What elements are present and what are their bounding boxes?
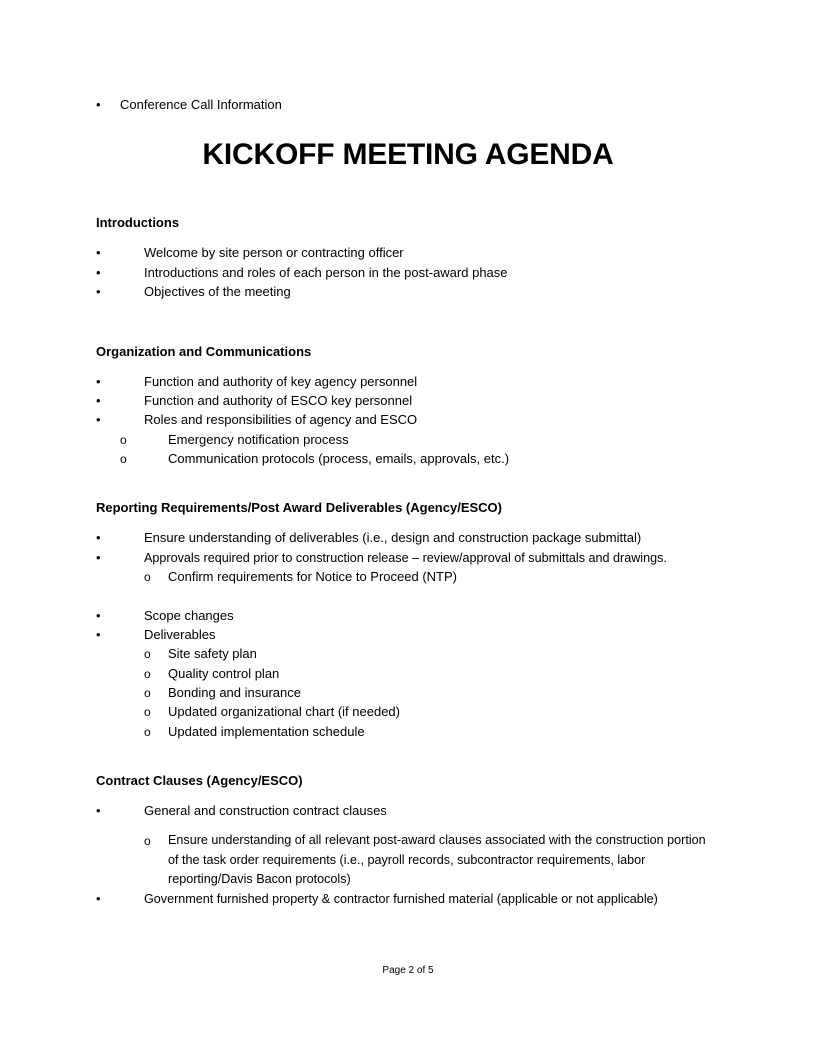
bullet-marker: •: [96, 284, 101, 299]
list-item: Function and authority of ESCO key personnel: [144, 393, 413, 408]
list-item: Welcome by site person or contracting officer: [144, 245, 404, 260]
conference-call-item: Conference Call Information: [120, 97, 282, 112]
subbullet-marker: o: [144, 725, 151, 739]
subbullet-marker: o: [144, 667, 151, 681]
bullet-marker: •: [96, 530, 101, 545]
subbullet-marker: o: [144, 834, 151, 848]
section-heading-reporting: Reporting Requirements/Post Award Deliverables (Agency/ESCO): [96, 500, 502, 515]
bullet-marker: •: [96, 550, 101, 565]
sub-list-item: Updated implementation schedule: [168, 724, 365, 739]
subbullet-marker: o: [144, 686, 151, 700]
list-item: Roles and responsibilities of agency and ESCO: [144, 412, 418, 427]
list-item: General and construction contract clauses: [144, 803, 387, 818]
bullet-marker: •: [96, 608, 101, 623]
section-heading-contract: Contract Clauses (Agency/ESCO): [96, 773, 303, 788]
subbullet-marker: o: [144, 705, 151, 719]
bullet-marker: •: [96, 97, 101, 112]
bullet-marker: •: [96, 393, 101, 408]
list-item: Introductions and roles of each person in the post-award phase: [144, 265, 508, 280]
list-item: Scope changes: [144, 608, 234, 623]
page-number: Page 2 of 5: [382, 965, 434, 976]
sub-list-item: Updated organizational chart (if needed): [168, 704, 400, 719]
bullet-marker: •: [96, 891, 101, 906]
list-item: Approvals required prior to construction release – review/approval of submittals and drawings.: [144, 551, 667, 565]
section-heading-organization: Organization and Communications: [96, 344, 312, 359]
subbullet-marker: o: [120, 433, 127, 447]
bullet-marker: •: [96, 803, 101, 818]
bullet-marker: •: [96, 374, 101, 389]
sub-list-item: Bonding and insurance: [168, 685, 301, 700]
list-item: Ensure understanding of deliverables (i.e., design and construction package submittal): [144, 530, 642, 545]
sub-list-item: Communication protocols (process, emails, approvals, etc.): [168, 451, 510, 466]
bullet-marker: •: [96, 245, 101, 260]
section-heading-introductions: Introductions: [96, 215, 180, 230]
list-item: Objectives of the meeting: [144, 284, 291, 299]
page-title: KICKOFF MEETING AGENDA: [202, 138, 614, 171]
list-item: Deliverables: [144, 627, 216, 642]
bullet-marker: •: [96, 265, 101, 280]
sub-list-item: Ensure understanding of all relevant post-award clauses associated with the construction portion of the task order requirements (i.e., payroll records, subcontractor requirements, labor reporting/Davis Bacon protocols): [168, 833, 706, 886]
sub-list-item: Emergency notification process: [168, 432, 349, 447]
bullet-marker: •: [96, 627, 101, 642]
subbullet-marker: o: [144, 570, 151, 584]
subbullet-marker: o: [144, 647, 151, 661]
list-item: Government furnished property & contractor furnished material (applicable or not applicable): [144, 892, 658, 906]
sub-list-item: Quality control plan: [168, 666, 280, 681]
subbullet-marker: o: [120, 452, 127, 466]
sub-list-item: Confirm requirements for Notice to Proceed (NTP): [168, 569, 457, 584]
list-item: Function and authority of key agency personnel: [144, 374, 418, 389]
sub-list-item: Site safety plan: [168, 646, 257, 661]
bullet-marker: •: [96, 412, 101, 427]
